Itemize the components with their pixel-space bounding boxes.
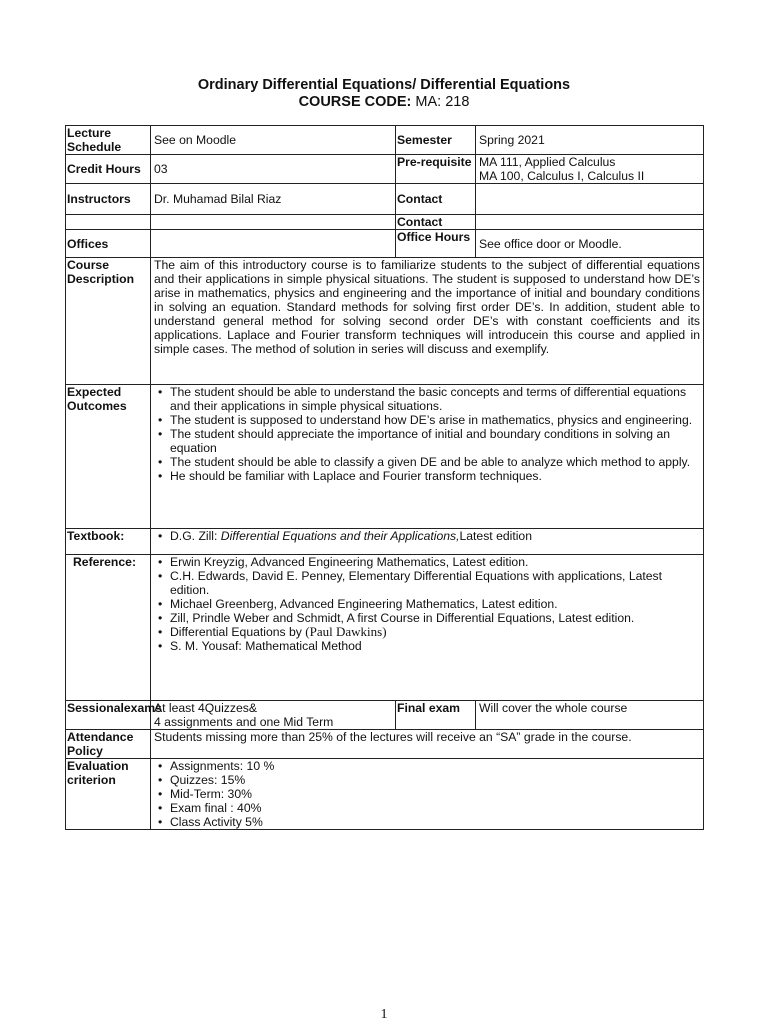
lecture-schedule-label: Lecture Schedule <box>66 126 151 155</box>
empty-cell <box>151 215 396 230</box>
course-code <box>0 94 768 110</box>
semester-value: Spring 2021 <box>476 126 704 155</box>
row-textbook <box>66 529 704 555</box>
contact-value-1 <box>476 184 704 215</box>
outcome-item: • The student should be able to understand the basic concepts and terms of differential equations and their applications in simple physical situations. <box>170 385 700 413</box>
credit-hours-label: Credit Hours <box>66 155 151 184</box>
textbook-item <box>170 529 700 543</box>
row-contact-2 <box>66 215 704 230</box>
textbook-label: Textbook: <box>66 529 151 555</box>
offices-label: Offices <box>66 230 151 258</box>
row-course-description <box>66 258 704 385</box>
textbook-title: Differential Equations and their Applications, <box>220 529 460 543</box>
prerequisite-line-1: MA 111, Applied Calculus <box>479 155 616 169</box>
reference-dawkins-prefix: Differential Equations by <box>170 625 306 639</box>
document-title: Ordinary Differential Equations/ Differential Equations <box>197 77 571 93</box>
evaluation-item: • Assignments: 10 % <box>170 759 700 773</box>
evaluation-list <box>151 759 704 830</box>
row-sessional <box>66 701 704 730</box>
attendance-value: Students missing more than 25% of the lectures will receive an “SA” grade in the course. <box>151 730 704 759</box>
expected-outcomes-label: Expected Outcomes <box>66 385 151 529</box>
evaluation-item: • Class Activity 5% <box>170 815 700 829</box>
row-reference <box>66 555 704 701</box>
textbook-author: D.G. Zill: <box>170 529 221 543</box>
semester-label: Semester <box>396 126 476 155</box>
expected-outcomes-list <box>151 385 704 529</box>
credit-hours-value: 03 <box>151 155 396 184</box>
row-offices <box>66 230 704 258</box>
row-credit-hours <box>66 155 704 184</box>
reference-label: Reference: <box>66 555 151 701</box>
reference-item: • C.H. Edwards, David E. Penney, Elementary Differential Equations with applications, Latest edition. <box>170 569 700 597</box>
course-description-label: Course Description <box>66 258 151 385</box>
page-number: 1 <box>380 1007 388 1022</box>
prerequisite-line-2: MA 100, Calculus I, Calculus II <box>479 169 645 183</box>
offices-value <box>151 230 396 258</box>
office-hours-label: Office Hours <box>396 230 476 258</box>
row-lecture-schedule <box>66 126 704 155</box>
reference-item: • Michael Greenberg, Advanced Engineering Mathematics, Latest edition. <box>170 597 700 611</box>
sessional-label: Sessionalexams <box>66 701 151 730</box>
sessional-line-2: 4 assignments and one Mid Term <box>154 715 334 729</box>
lecture-schedule-value: See on Moodle <box>151 126 396 155</box>
row-expected-outcomes <box>66 385 704 529</box>
outcome-item: • The student should appreciate the importance of initial and boundary conditions in solving an equation <box>170 427 700 455</box>
contact-label-1: Contact <box>396 184 476 215</box>
course-code-label: COURSE CODE: <box>298 94 412 110</box>
textbook-value <box>151 529 704 555</box>
instructors-label: Instructors <box>66 184 151 215</box>
final-exam-value: Will cover the whole course <box>476 701 704 730</box>
course-code-value: MA: 218 <box>415 94 470 110</box>
row-evaluation <box>66 759 704 830</box>
textbook-edition: Latest edition <box>459 529 532 543</box>
outcome-item: • The student should be able to classify a given DE and be able to analyze which method to apply. <box>170 455 700 469</box>
contact-label-2: Contact <box>396 215 476 230</box>
sessional-value <box>151 701 396 730</box>
attendance-label: Attendance Policy <box>66 730 151 759</box>
reference-item: • Erwin Kreyzig, Advanced Engineering Mathematics, Latest edition. <box>170 555 700 569</box>
contact-value-2 <box>476 215 704 230</box>
prerequisite-value <box>476 155 704 184</box>
outcome-item: • The student is supposed to understand how DE’s arise in mathematics, physics and engineering. <box>170 413 700 427</box>
evaluation-item: • Quizzes: 15% <box>170 773 700 787</box>
row-instructors <box>66 184 704 215</box>
reference-item: • Zill, Prindle Weber and Schmidt, A first Course in Differential Equations, Latest edition. <box>170 611 700 625</box>
instructors-value: Dr. Muhamad Bilal Riaz <box>151 184 396 215</box>
final-exam-label: Final exam <box>396 701 476 730</box>
outcome-item: • He should be familiar with Laplace and Fourier transform techniques. <box>170 469 700 483</box>
office-hours-value: See office door or Moodle. <box>476 230 704 258</box>
sessional-line-1: At least 4Quizzes& <box>154 701 257 715</box>
reference-list <box>151 555 704 701</box>
course-description-text: The aim of this introductory course is to familiarize students to the subject of differential equations and their applications in simple physical situations. The student is supposed to understand how DE’s arise in mathematics, physics and engineering and the importance of initial and boundary conditions in solving an equation. Standard methods for solving first order DE’s. In addition, student able to understand general method for solving second order DE’s with constant coefficients and its applications. Laplace and Fourier transform techniques will introducein this course and applied in simple cases. The method of solution in series will discuss and exemplify. <box>151 258 704 385</box>
evaluation-item: • Mid-Term: 30% <box>170 787 700 801</box>
empty-cell <box>66 215 151 230</box>
reference-dawkins-name: (Paul Dawkins) <box>305 624 387 639</box>
evaluation-item: • Exam final : 40% <box>170 801 700 815</box>
prerequisite-label: Pre-requisite <box>396 155 476 184</box>
row-attendance <box>66 730 704 759</box>
syllabus-table <box>65 125 704 830</box>
reference-item <box>170 625 700 639</box>
reference-item: • S. M. Yousaf: Mathematical Method <box>170 639 700 653</box>
evaluation-label: Evaluation criterion <box>66 759 151 830</box>
